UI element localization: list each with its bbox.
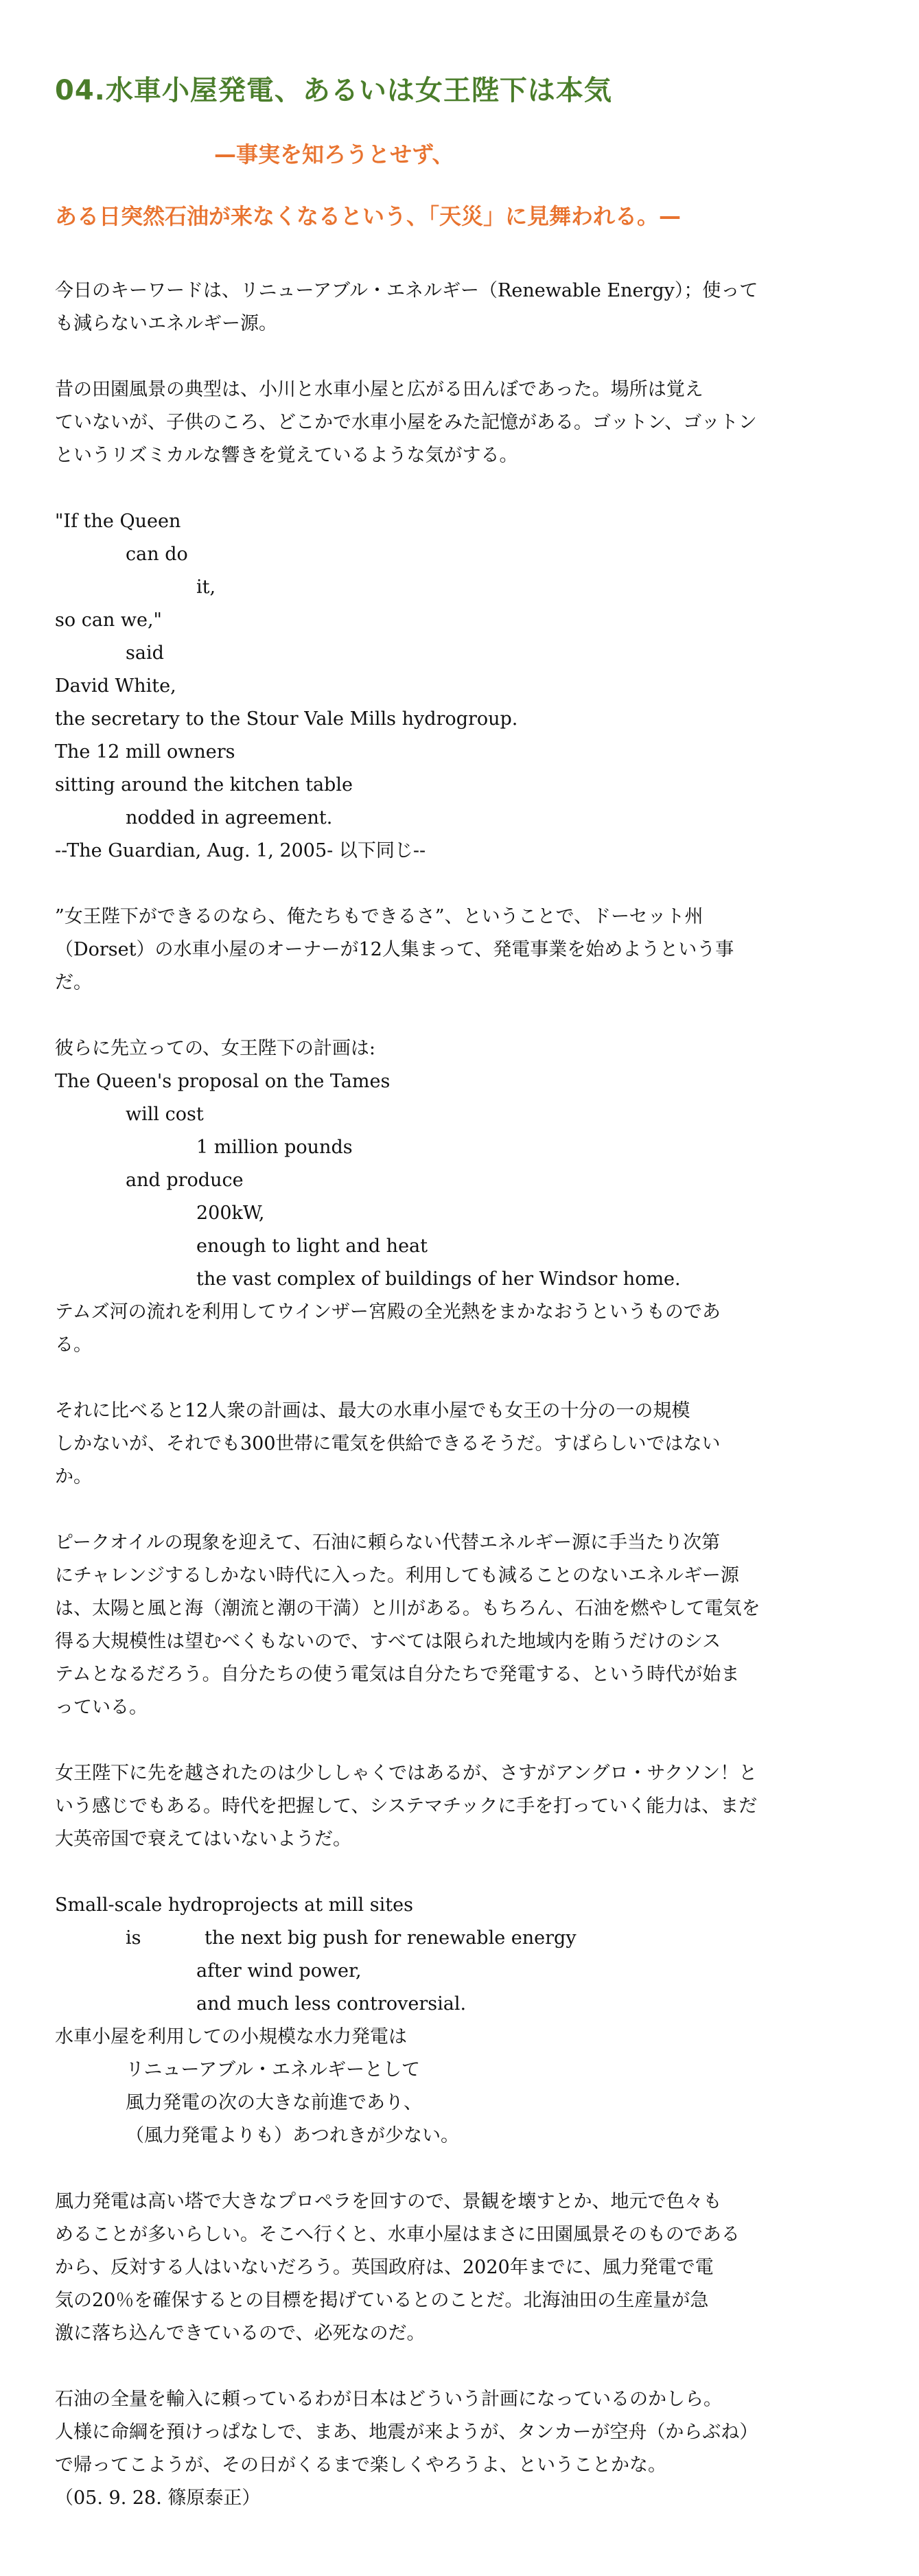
article-title: 04.水車小屋発電、あるいは女王陛下は本気 <box>55 75 612 106</box>
quote-line: the secretary to the Stour Vale Mills hydrogroup. <box>55 708 518 730</box>
paragraph-line: も減らないエネルギー源。 <box>55 313 277 334</box>
quote-line: it, <box>196 577 216 598</box>
quote-line: said <box>126 642 164 664</box>
quote-line: Small-scale hydroprojects at mill sites <box>55 1894 413 1916</box>
translation-line: 水車小屋を利用しての小規模な水力発電は <box>55 2026 407 2047</box>
paragraph-line: （Dorset）の水車小屋のオーナーが12人集まって、発電事業を始めようという事 <box>55 939 734 960</box>
quote-line: The 12 mill owners <box>55 741 235 763</box>
article-subtitle-line-1: —事実を知ろうとせず、 <box>214 141 454 167</box>
paragraph-line: 昔の田園風景の典型は、小川と水車小屋と広がる田んぼであった。場所は覚え <box>55 379 703 400</box>
paragraph-line: 風力発電は高い塔で大きなプロペラを回すので、景観を壊すとか、地元で色々も <box>55 2191 722 2212</box>
paragraph-line: か。 <box>55 1466 92 1487</box>
quote-line: 1 million pounds <box>196 1137 353 1158</box>
paragraph-line: ピークオイルの現象を迎えて、石油に頼らない代替エネルギー源に手当たり次第 <box>55 1532 721 1553</box>
quote-line <box>55 1922 861 1955</box>
article-subtitle-line-2: ある日突然石油が来なくなるという、「天災」に見舞われる。— <box>55 203 682 229</box>
quote-line: The Queen's proposal on the Tames <box>55 1071 391 1092</box>
paragraph-line: 気の20％を確保するとの目標を掲げているとのことだ。北海油田の生産量が急 <box>55 2290 709 2311</box>
paragraph-line: で帰ってこようが、その日がくるまで楽しくやろうよ、ということかな。 <box>55 2455 666 2476</box>
paragraph-line: それに比べると12人衆の計画は、最大の水車小屋でも女王の十分の一の規模 <box>55 1400 690 1422</box>
paragraph-line: テムとなるだろう。自分たちの使う電気は自分たちで発電する、という時代が始ま <box>55 1664 740 1685</box>
quote-line: nodded in agreement. <box>126 807 333 828</box>
paragraph-line: だ。 <box>55 972 92 993</box>
paragraph-line: 大英帝国で衰えてはいないようだ。 <box>55 1829 351 1850</box>
paragraph-line: る。 <box>55 1334 92 1356</box>
quote-phrase: the next big push for renewable energy <box>205 1927 577 1949</box>
translation-line: （風力発電よりも）あつれきが少ない。 <box>126 2125 459 2146</box>
paragraph-line: っている。 <box>55 1697 148 1718</box>
source-citation: --The Guardian, Aug. 1, 2005- 以下同じ-- <box>55 840 426 861</box>
quote-line: so can we," <box>55 610 162 631</box>
quote-line: "If the Queen <box>55 511 181 532</box>
quote-line: will cost <box>126 1104 204 1125</box>
paragraph-line: 彼らに先立っての、女王陛下の計画は: <box>55 1038 376 1059</box>
quote-line: can do <box>126 544 188 565</box>
translation-line: 風力発電の次の大きな前進であり、 <box>126 2092 422 2113</box>
paragraph-line: ていないが、子供のころ、どこかで水車小屋をみた記憶がある。ゴットン、ゴットン <box>55 412 757 433</box>
quote-line: enough to light and heat <box>196 1235 428 1257</box>
paragraph-line: から、反対する人はいないだろう。英国政府は、2020年までに、風力発電で電 <box>55 2257 714 2278</box>
paragraph-line: 石油の全量を輸入に頼っているわが日本はどういう計画になっているのかしら。 <box>55 2389 722 2410</box>
paragraph-line: ”女王陛下ができるのなら、俺たちもできるさ”、ということで、ドーセット州 <box>55 906 703 927</box>
quote-line: and much less controversial. <box>196 1993 467 2015</box>
translation-line: リニューアブル・エネルギーとして <box>126 2059 421 2080</box>
quote-line: the vast complex of buildings of her Windsor home. <box>196 1268 681 1290</box>
quote-line: sitting around the kitchen table <box>55 774 353 796</box>
paragraph-line: というリズミカルな響きを覚えているような気がする。 <box>55 445 518 466</box>
paragraph-line: は、太陽と風と海（潮流と潮の干満）と川がある。もちろん、石油を燃やして電気を <box>55 1598 760 1619</box>
paragraph-line: 今日のキーワードは、リニューアブル・エネルギー（Renewable Energy）；使って <box>55 280 758 301</box>
paragraph-line: 女王陛下に先を越されたのは少ししゃくではあるが、さすがアングロ・サクソン！と <box>55 1763 758 1784</box>
quote-line: and produce <box>126 1170 244 1191</box>
quote-word: is <box>126 1927 141 1949</box>
quote-line: David White, <box>55 675 176 697</box>
signature: （05. 9. 28. 篠原泰正） <box>55 2487 261 2509</box>
paragraph-line: 激に落ち込んできているので、必死なのだ。 <box>55 2323 426 2344</box>
paragraph-line: 得る大規模性は望むべくもないので、すべては限られた地域内を賄うだけのシス <box>55 1631 721 1652</box>
article-body <box>55 275 861 2515</box>
paragraph-line: めることが多いらしい。そこへ行くと、水車小屋はまさに田園風景そのものである <box>55 2224 740 2245</box>
paragraph-line: しかないが、それでも300世帯に電気を供給できるそうだ。すばらしいではない <box>55 1433 721 1454</box>
paragraph-line: いう感じでもある。時代を把握して、システマチックに手を打っていく能力は、まだ <box>55 1796 758 1817</box>
paragraph-line: にチャレンジするしかない時代に入った。利用しても減ることのないエネルギー源 <box>55 1565 739 1586</box>
quote-line: after wind power, <box>196 1960 362 1982</box>
quote-line: 200kW, <box>196 1203 265 1224</box>
paragraph-line: テムズ河の流れを利用してウインザー宮殿の全光熱をまかなおうというものであ <box>55 1301 721 1323</box>
paragraph-line: 人様に命綱を預けっぱなしで、まあ、地震が来ようが、タンカーが空舟（からぶね） <box>55 2422 758 2443</box>
